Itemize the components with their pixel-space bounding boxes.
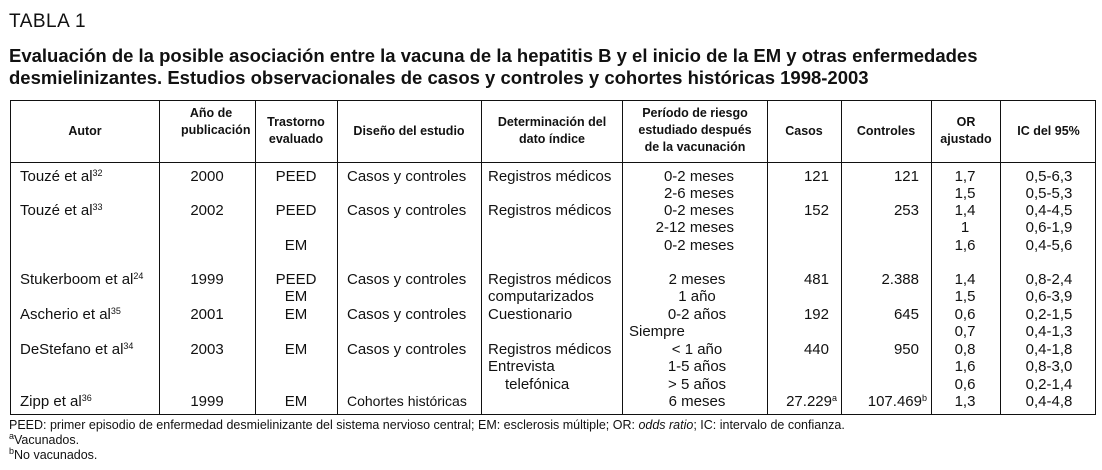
header-determinacion: Determinación del dato índice bbox=[497, 115, 607, 146]
cell-ic: 0,6-3,9 bbox=[1025, 288, 1073, 305]
cell-ic: 0,2-1,4 bbox=[1025, 376, 1073, 393]
table-footnotes bbox=[9, 418, 845, 463]
column-divider bbox=[337, 101, 338, 414]
cell-diseno: Casos y controles bbox=[347, 306, 467, 323]
cell-or: 0,6 bbox=[954, 376, 976, 393]
cell-controles: 107.469$^b$ bbox=[867, 393, 927, 410]
header-controles: Controles bbox=[856, 124, 916, 138]
cell-autor: Touzé et $al^{33}$ bbox=[20, 202, 103, 219]
cell-ic: 0,8-2,4 bbox=[1025, 271, 1073, 288]
cell-casos: 440 bbox=[803, 341, 829, 358]
cell-or: 0,8 bbox=[954, 341, 976, 358]
cell-trastorno: PEED bbox=[275, 271, 317, 288]
table-label: TABLA 1 bbox=[9, 11, 87, 32]
cell-periodo: > 5 años bbox=[668, 376, 726, 393]
cell-anio: 1999 bbox=[190, 271, 224, 288]
cell-trastorno: EM bbox=[284, 306, 308, 323]
header-diseno: Diseño del estudio bbox=[353, 124, 465, 138]
cell-anio: 2000 bbox=[190, 168, 224, 185]
cell-casos: 152 bbox=[803, 202, 829, 219]
cell-or: 1,7 bbox=[954, 168, 976, 185]
cell-determinacion: Registros médicos bbox=[488, 168, 612, 185]
cell-ic: 0,5-6,3 bbox=[1025, 168, 1073, 185]
cell-ic: 0,4-4,8 bbox=[1025, 393, 1073, 410]
cell-autor: DeStefano et $al^{34}$ bbox=[20, 341, 134, 358]
footnote-abbreviations: PEED: primer episodio de enfermedad desmielinizante del sistema nervioso central; EM: esclerosis múltiple; OR: odds ratio; IC: intervalo de confianza. bbox=[9, 418, 845, 432]
cell-ic: 0,4-5,6 bbox=[1025, 237, 1073, 254]
cell-ic: 0,5-5,3 bbox=[1025, 185, 1073, 202]
footnote-b: $^b$No vacunados. bbox=[9, 446, 98, 462]
cell-diseno: Casos y controles bbox=[347, 271, 467, 288]
header-separator bbox=[11, 162, 1095, 163]
cell-periodo: 2-12 meses bbox=[655, 219, 734, 236]
cell-or: 0,7 bbox=[954, 323, 976, 340]
header-autor: Autor bbox=[68, 124, 102, 138]
cell-or: 0,6 bbox=[954, 306, 976, 323]
cell-anio: 2002 bbox=[190, 202, 224, 219]
cell-determinacion: telefónica bbox=[505, 376, 570, 393]
cell-autor: Touzé et $al^{32}$ bbox=[20, 168, 103, 185]
cell-diseno: Casos y controles bbox=[347, 168, 467, 185]
cell-autor: Ascherio et $al^{35}$ bbox=[20, 306, 121, 323]
cell-periodo: 2 meses bbox=[668, 271, 726, 288]
cell-or: 1,6 bbox=[954, 237, 976, 254]
cell-ic: 0,4-1,3 bbox=[1025, 323, 1073, 340]
header-anio: Año de publicación bbox=[181, 106, 251, 137]
cell-diseno: Cohortes históricas bbox=[347, 393, 467, 409]
cell-periodo: 0-2 meses bbox=[663, 202, 734, 219]
cell-or: 1 bbox=[960, 219, 970, 236]
cell-ic: 0,6-1,9 bbox=[1025, 219, 1073, 236]
cell-trastorno: EM bbox=[284, 237, 308, 254]
cell-periodo: Siempre bbox=[629, 323, 685, 340]
cell-trastorno: EM bbox=[284, 393, 308, 410]
cell-determinacion: Cuestionario bbox=[488, 306, 573, 323]
cell-or: 1,6 bbox=[954, 358, 976, 375]
cell-determinacion: Registros médicos bbox=[488, 202, 612, 219]
header-ic: IC del 95% bbox=[1017, 124, 1080, 138]
cell-trastorno: PEED bbox=[275, 168, 317, 185]
cell-controles: 253 bbox=[893, 202, 919, 219]
cell-or: 1,4 bbox=[954, 271, 976, 288]
column-divider bbox=[767, 101, 768, 414]
column-divider bbox=[159, 101, 160, 414]
cell-periodo: 0-2 meses bbox=[663, 237, 734, 254]
cell-ic: 0,4-1,8 bbox=[1025, 341, 1073, 358]
cell-casos: 192 bbox=[803, 306, 829, 323]
cell-ic: 0,4-4,5 bbox=[1025, 202, 1073, 219]
cell-periodo: 2-6 meses bbox=[663, 185, 734, 202]
cell-or: 1,5 bbox=[954, 288, 976, 305]
cell-anio: 1999 bbox=[190, 393, 224, 410]
cell-controles: 950 bbox=[893, 341, 919, 358]
cell-periodo: 1-5 años bbox=[667, 358, 727, 375]
cell-casos: 27.229$^a$ bbox=[786, 393, 837, 410]
cell-determinacion: computarizados bbox=[488, 288, 594, 305]
cell-casos: 481 bbox=[803, 271, 829, 288]
header-casos: Casos bbox=[785, 124, 823, 138]
cell-autor: Zipp et $al^{36}$ bbox=[20, 393, 92, 410]
cell-periodo: 6 meses bbox=[668, 393, 726, 410]
cell-anio: 2003 bbox=[190, 341, 224, 358]
cell-ic: 0,8-3,0 bbox=[1025, 358, 1073, 375]
column-divider bbox=[622, 101, 623, 414]
cell-trastorno: EM bbox=[284, 341, 308, 358]
cell-determinacion: Registros médicos bbox=[488, 271, 612, 288]
column-divider bbox=[931, 101, 932, 414]
cell-or: 1,5 bbox=[954, 185, 976, 202]
cell-trastorno: PEED bbox=[275, 202, 317, 219]
cell-periodo: < 1 año bbox=[671, 341, 723, 358]
cell-diseno: Casos y controles bbox=[347, 202, 467, 219]
cell-periodo: 0-2 años bbox=[667, 306, 727, 323]
cell-autor: Stukerboom et $al^{24}$ bbox=[20, 271, 144, 288]
cell-casos: 121 bbox=[803, 168, 829, 185]
header-periodo: Período de riesgo estudiado después de la vacunación bbox=[638, 106, 752, 154]
header-or: OR ajustado bbox=[940, 115, 992, 146]
cell-or: 1,3 bbox=[954, 393, 976, 410]
cell-controles: 2.388 bbox=[881, 271, 919, 288]
cell-controles: 645 bbox=[893, 306, 919, 323]
cell-ic: 0,2-1,5 bbox=[1025, 306, 1073, 323]
cell-controles: 121 bbox=[893, 168, 919, 185]
cell-determinacion: Registros médicos bbox=[488, 341, 612, 358]
column-divider bbox=[255, 101, 256, 414]
cell-periodo: 0-2 meses bbox=[663, 168, 734, 185]
cell-anio: 2001 bbox=[190, 306, 224, 323]
cell-determinacion: Entrevista bbox=[488, 358, 555, 375]
cell-trastorno: EM bbox=[284, 288, 308, 305]
data-table bbox=[10, 100, 1096, 415]
table-title: Evaluación de la posible asociación entre la vacuna de la hepatitis B y el inicio de la EM y otras enfermedades desmielinizantes. Estudios observacionales de casos y controles y cohortes históricas 1998-2003 bbox=[9, 45, 978, 88]
footnote-a: $^a$Vacunados. bbox=[9, 431, 80, 447]
cell-diseno: Casos y controles bbox=[347, 341, 467, 358]
header-trastorno: Trastorno evaluado bbox=[267, 115, 325, 146]
cell-periodo: 1 año bbox=[678, 288, 716, 305]
column-divider bbox=[1000, 101, 1001, 414]
cell-or: 1,4 bbox=[954, 202, 976, 219]
column-divider bbox=[841, 101, 842, 414]
column-divider bbox=[481, 101, 482, 414]
